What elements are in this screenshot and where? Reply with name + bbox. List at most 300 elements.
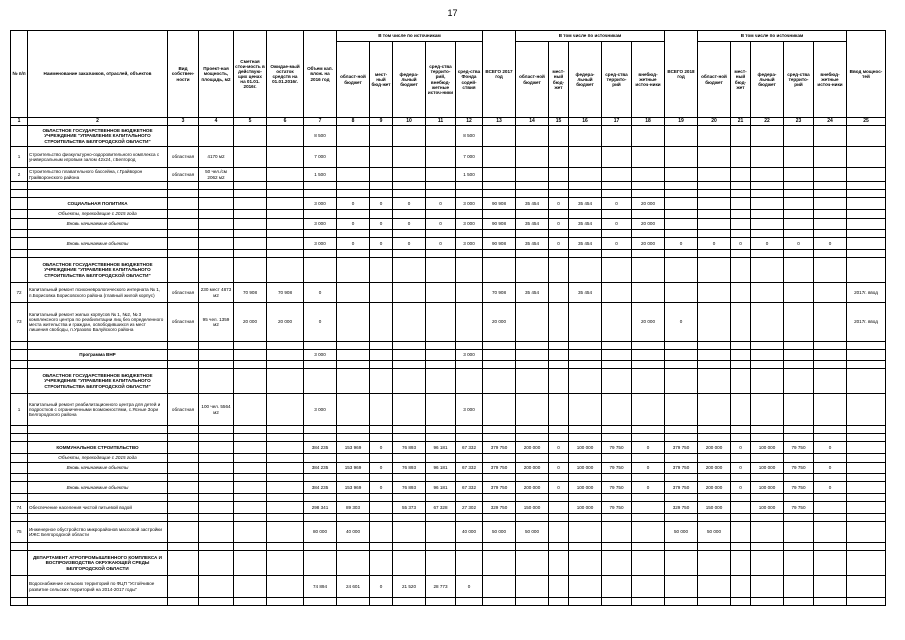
row-number-cell (11, 474, 28, 482)
value-cell (426, 250, 456, 258)
value-cell (814, 283, 847, 303)
value-cell (483, 350, 516, 361)
value-cell (234, 182, 267, 190)
value-cell (665, 598, 698, 606)
value-cell (632, 576, 665, 598)
value-cell (731, 598, 751, 606)
value-cell (549, 350, 569, 361)
value-cell (847, 250, 886, 258)
table-row (11, 394, 886, 426)
value-cell (168, 442, 199, 454)
value-cell (516, 543, 549, 551)
value-cell (234, 494, 267, 502)
value-cell: 96 181 (426, 482, 456, 494)
value-cell: 20 000 (632, 219, 665, 230)
value-cell: 100 000 (569, 482, 602, 494)
value-cell: 35 454 (516, 219, 549, 230)
value-cell (665, 426, 698, 434)
value-cell (168, 426, 199, 434)
value-cell: 3 000 (304, 198, 337, 210)
value-cell (784, 258, 814, 283)
value-cell (516, 426, 549, 434)
value-cell: 20 000 (632, 238, 665, 250)
object-name-cell: Вновь начинаемые объекты (28, 482, 168, 494)
value-cell (456, 303, 483, 342)
value-cell (516, 258, 549, 283)
value-cell (168, 369, 199, 394)
table-row (11, 598, 886, 606)
value-cell (483, 250, 516, 258)
value-cell (784, 303, 814, 342)
value-cell (370, 350, 393, 361)
value-cell (199, 454, 234, 463)
value-cell (665, 551, 698, 576)
value-cell: 150 000 (698, 502, 731, 514)
value-cell (370, 434, 393, 442)
value-cell (814, 426, 847, 434)
value-cell (199, 502, 234, 514)
value-cell (267, 238, 304, 250)
value-cell (199, 342, 234, 350)
table-row (11, 522, 886, 543)
value-cell: 379 750 (665, 442, 698, 454)
value-cell: 79 750 (602, 442, 632, 454)
value-cell (569, 434, 602, 442)
column-number: 22 (751, 118, 784, 126)
value-cell (698, 514, 731, 522)
value-cell (731, 522, 751, 543)
value-cell (814, 474, 847, 482)
table-row (11, 543, 886, 551)
value-cell (483, 361, 516, 369)
object-name-cell (28, 342, 168, 350)
value-cell (784, 494, 814, 502)
value-cell (814, 494, 847, 502)
value-cell: 74 894 (304, 576, 337, 598)
value-cell: 95 чел. 1359 м2 (199, 303, 234, 342)
value-cell (267, 551, 304, 576)
value-cell: 0 (456, 576, 483, 598)
value-cell (784, 434, 814, 442)
value-cell (168, 454, 199, 463)
column-number: 6 (267, 118, 304, 126)
row-number-cell (11, 190, 28, 198)
value-cell (784, 168, 814, 182)
value-cell (337, 147, 370, 168)
value-cell: 153 969 (337, 463, 370, 474)
value-cell (784, 426, 814, 434)
value-cell (569, 394, 602, 426)
value-cell: 0 (549, 219, 569, 230)
value-cell (751, 190, 784, 198)
value-cell: 384 235 (304, 482, 337, 494)
value-cell: 200 000 (516, 482, 549, 494)
value-cell (516, 168, 549, 182)
value-cell (731, 190, 751, 198)
value-cell: 55 373 (393, 502, 426, 514)
object-name-cell: Строительство плавательного бассейна, г.Грайворон Грайворонского района (28, 168, 168, 182)
value-cell: 0 (602, 219, 632, 230)
value-cell: 79 750 (784, 463, 814, 474)
value-cell (549, 598, 569, 606)
value-cell: 2017г. ввод (847, 303, 886, 342)
table-row (11, 434, 886, 442)
value-cell (426, 474, 456, 482)
value-cell (168, 219, 199, 230)
value-cell (168, 258, 199, 283)
value-cell (602, 394, 632, 426)
value-cell (847, 190, 886, 198)
value-cell: 298 341 (304, 502, 337, 514)
value-cell (393, 434, 426, 442)
value-cell (632, 230, 665, 238)
value-cell: 3 000 (304, 219, 337, 230)
object-name-cell: Вновь начинаемые объекты (28, 238, 168, 250)
value-cell (168, 361, 199, 369)
value-cell (426, 551, 456, 576)
value-cell (168, 551, 199, 576)
value-cell: 384 235 (304, 442, 337, 454)
value-cell: 8 500 (304, 126, 337, 147)
value-cell (632, 369, 665, 394)
value-cell: 0 (426, 238, 456, 250)
value-cell (168, 210, 199, 219)
value-cell (549, 551, 569, 576)
table-header (11, 31, 886, 118)
value-cell (234, 190, 267, 198)
value-cell (393, 454, 426, 463)
value-cell (234, 576, 267, 598)
row-number-cell (11, 482, 28, 494)
value-cell (751, 303, 784, 342)
value-cell (199, 198, 234, 210)
value-cell (199, 361, 234, 369)
value-cell (370, 168, 393, 182)
value-cell (731, 258, 751, 283)
value-cell (632, 168, 665, 182)
value-cell: 70 908 (483, 283, 516, 303)
value-cell (337, 230, 370, 238)
value-cell (516, 551, 549, 576)
value-cell (602, 250, 632, 258)
value-cell (731, 283, 751, 303)
value-cell (304, 454, 337, 463)
value-cell (814, 258, 847, 283)
value-cell (784, 576, 814, 598)
value-cell: 0 (393, 219, 426, 230)
row-number-cell (11, 238, 28, 250)
object-name-cell: СОЦИАЛЬНАЯ ПОЛИТИКА (28, 198, 168, 210)
value-cell (632, 350, 665, 361)
value-cell (731, 361, 751, 369)
value-cell (426, 598, 456, 606)
header-local-budget-2017: мест-ный бюд-жет (549, 42, 569, 118)
value-cell (516, 394, 549, 426)
value-cell (602, 361, 632, 369)
value-cell (393, 250, 426, 258)
value-cell (168, 198, 199, 210)
value-cell: 4170 м2 (199, 147, 234, 168)
value-cell (267, 454, 304, 463)
value-cell (370, 190, 393, 198)
value-cell (337, 494, 370, 502)
value-cell: 0 (549, 442, 569, 454)
value-cell: 20 000 (267, 303, 304, 342)
table-row (11, 190, 886, 198)
value-cell (234, 394, 267, 426)
value-cell (569, 182, 602, 190)
row-number-cell (11, 442, 28, 454)
table-row (11, 463, 886, 474)
value-cell (784, 126, 814, 147)
value-cell (751, 369, 784, 394)
value-cell (456, 598, 483, 606)
object-name-cell (28, 474, 168, 482)
value-cell (234, 219, 267, 230)
value-cell (370, 598, 393, 606)
value-cell: 24 601 (337, 576, 370, 598)
value-cell (602, 210, 632, 219)
value-cell (698, 258, 731, 283)
value-cell: 0 (602, 198, 632, 210)
value-cell (267, 342, 304, 350)
value-cell (847, 474, 886, 482)
table-row (11, 474, 886, 482)
value-cell: 0 (370, 463, 393, 474)
value-cell: 100 000 (569, 502, 602, 514)
value-cell (483, 210, 516, 219)
value-cell (516, 369, 549, 394)
value-cell (426, 350, 456, 361)
header-federal-budget-2016: федера-льный бюджет (393, 42, 426, 118)
value-cell (814, 369, 847, 394)
value-cell: 0 (549, 463, 569, 474)
value-cell (304, 250, 337, 258)
value-cell (569, 474, 602, 482)
object-name-cell (28, 543, 168, 551)
value-cell (168, 463, 199, 474)
value-cell (784, 182, 814, 190)
value-cell (483, 474, 516, 482)
value-cell: 8 500 (456, 126, 483, 147)
value-cell: 1 500 (456, 168, 483, 182)
value-cell (751, 182, 784, 190)
value-cell (304, 514, 337, 522)
value-cell: 0 (393, 238, 426, 250)
table-row (11, 426, 886, 434)
value-cell (426, 454, 456, 463)
value-cell: 0 (549, 482, 569, 494)
row-number-cell (11, 543, 28, 551)
value-cell (731, 543, 751, 551)
value-cell (168, 350, 199, 361)
value-cell: 0 (814, 238, 847, 250)
value-cell (602, 543, 632, 551)
object-name-cell: КОММУНАЛЬНОЕ СТРОИТЕЛЬСТВО (28, 442, 168, 454)
value-cell: 0 (337, 238, 370, 250)
value-cell (784, 230, 814, 238)
row-number-cell: 72 (11, 283, 28, 303)
value-cell (731, 198, 751, 210)
value-cell (393, 126, 426, 147)
value-cell (549, 342, 569, 350)
value-cell: 0 (370, 576, 393, 598)
value-cell: 200 000 (698, 482, 731, 494)
value-cell (337, 454, 370, 463)
value-cell (665, 369, 698, 394)
value-cell: 96 181 (426, 463, 456, 474)
value-cell (847, 494, 886, 502)
value-cell (751, 434, 784, 442)
value-cell (234, 463, 267, 474)
value-cell (168, 576, 199, 598)
value-cell (516, 576, 549, 598)
value-cell (304, 426, 337, 434)
value-cell (393, 210, 426, 219)
value-cell (426, 426, 456, 434)
value-cell (847, 454, 886, 463)
value-cell (847, 210, 886, 219)
value-cell (847, 147, 886, 168)
header-total-2017: ВСЕГО 2017 год (483, 31, 516, 118)
value-cell (234, 522, 267, 543)
value-cell (784, 369, 814, 394)
value-cell (199, 598, 234, 606)
value-cell: 0 (814, 442, 847, 454)
value-cell (731, 168, 751, 182)
value-cell: 384 235 (304, 463, 337, 474)
value-cell (549, 230, 569, 238)
value-cell: 79 750 (602, 463, 632, 474)
value-cell (698, 283, 731, 303)
value-cell (456, 474, 483, 482)
value-cell (426, 147, 456, 168)
value-cell (784, 543, 814, 551)
value-cell (168, 126, 199, 147)
value-cell (456, 454, 483, 463)
value-cell (814, 394, 847, 426)
value-cell: 100 000 (751, 482, 784, 494)
value-cell: 67 328 (426, 502, 456, 514)
object-name-cell: Капитальный ремонт жилых корпусов № 1, №2, № 3 комплексного центра по реабилитации лиц без определенного места жительства и граждан, освободившихся из мест лишения свободы, п.Уразово Валуйского района (28, 303, 168, 342)
value-cell (698, 182, 731, 190)
value-cell: 230 мест 4873 м2 (199, 283, 234, 303)
value-cell (337, 551, 370, 576)
object-name-cell (28, 494, 168, 502)
value-cell (304, 494, 337, 502)
value-cell (847, 198, 886, 210)
value-cell (168, 434, 199, 442)
value-cell (393, 258, 426, 283)
value-cell (751, 168, 784, 182)
value-cell (632, 210, 665, 219)
value-cell (632, 494, 665, 502)
value-cell (602, 182, 632, 190)
object-name-cell: Строительство физкультурно-оздоровительного комплекса с универсальным игровым залом 42х24, г.Белгород (28, 147, 168, 168)
value-cell (426, 494, 456, 502)
object-name-cell (28, 598, 168, 606)
value-cell (168, 494, 199, 502)
value-cell: 153 969 (337, 482, 370, 494)
value-cell (393, 303, 426, 342)
value-cell (751, 543, 784, 551)
value-cell (426, 522, 456, 543)
value-cell (665, 576, 698, 598)
value-cell: 0 (665, 303, 698, 342)
value-cell (665, 494, 698, 502)
value-cell (483, 182, 516, 190)
value-cell (234, 198, 267, 210)
object-name-cell (28, 434, 168, 442)
value-cell: 0 (549, 198, 569, 210)
value-cell (602, 514, 632, 522)
header-name: Наименование заказчиков, отраслей, объектов (28, 31, 168, 118)
value-cell (267, 502, 304, 514)
column-number: 3 (168, 118, 199, 126)
value-cell (234, 168, 267, 182)
value-cell (731, 502, 751, 514)
value-cell: 20 000 (632, 303, 665, 342)
value-cell (731, 250, 751, 258)
value-cell (665, 474, 698, 482)
value-cell (516, 190, 549, 198)
value-cell: 50 000 (698, 522, 731, 543)
value-cell: 50 000 (516, 522, 549, 543)
value-cell (267, 514, 304, 522)
value-cell: 0 (370, 238, 393, 250)
value-cell (549, 190, 569, 198)
value-cell (731, 394, 751, 426)
value-cell (751, 576, 784, 598)
value-cell (698, 350, 731, 361)
object-name-cell: Водоснабжение сельских территорий по ФЦП "Устойчивое развитие сельских территорий на 2014-2017 годы" (28, 576, 168, 598)
value-cell (199, 522, 234, 543)
value-cell (698, 543, 731, 551)
value-cell (632, 454, 665, 463)
value-cell (731, 230, 751, 238)
value-cell (370, 258, 393, 283)
value-cell (393, 283, 426, 303)
value-cell (304, 369, 337, 394)
header-regional-budget-2016: област-ной бюджет (337, 42, 370, 118)
header-regional-budget-2017: област-ной бюджет (516, 42, 549, 118)
value-cell (370, 361, 393, 369)
value-cell (602, 283, 632, 303)
row-number-cell (11, 350, 28, 361)
value-cell (168, 342, 199, 350)
value-cell (665, 230, 698, 238)
value-cell (199, 434, 234, 442)
value-cell (304, 543, 337, 551)
value-cell (847, 502, 886, 514)
value-cell (569, 168, 602, 182)
value-cell (751, 474, 784, 482)
value-cell (199, 442, 234, 454)
value-cell (267, 258, 304, 283)
value-cell (426, 394, 456, 426)
value-cell (456, 494, 483, 502)
value-cell: 3 000 (456, 198, 483, 210)
value-cell (234, 230, 267, 238)
value-cell: 0 (731, 238, 751, 250)
value-cell (393, 494, 426, 502)
section-row (11, 369, 886, 394)
header-territory-funds-2016: сред-ства террито-рий, внебюд-жетные источ-ники (426, 42, 456, 118)
value-cell (234, 426, 267, 434)
value-cell: 0 (426, 198, 456, 210)
value-cell (814, 342, 847, 350)
value-cell (549, 494, 569, 502)
